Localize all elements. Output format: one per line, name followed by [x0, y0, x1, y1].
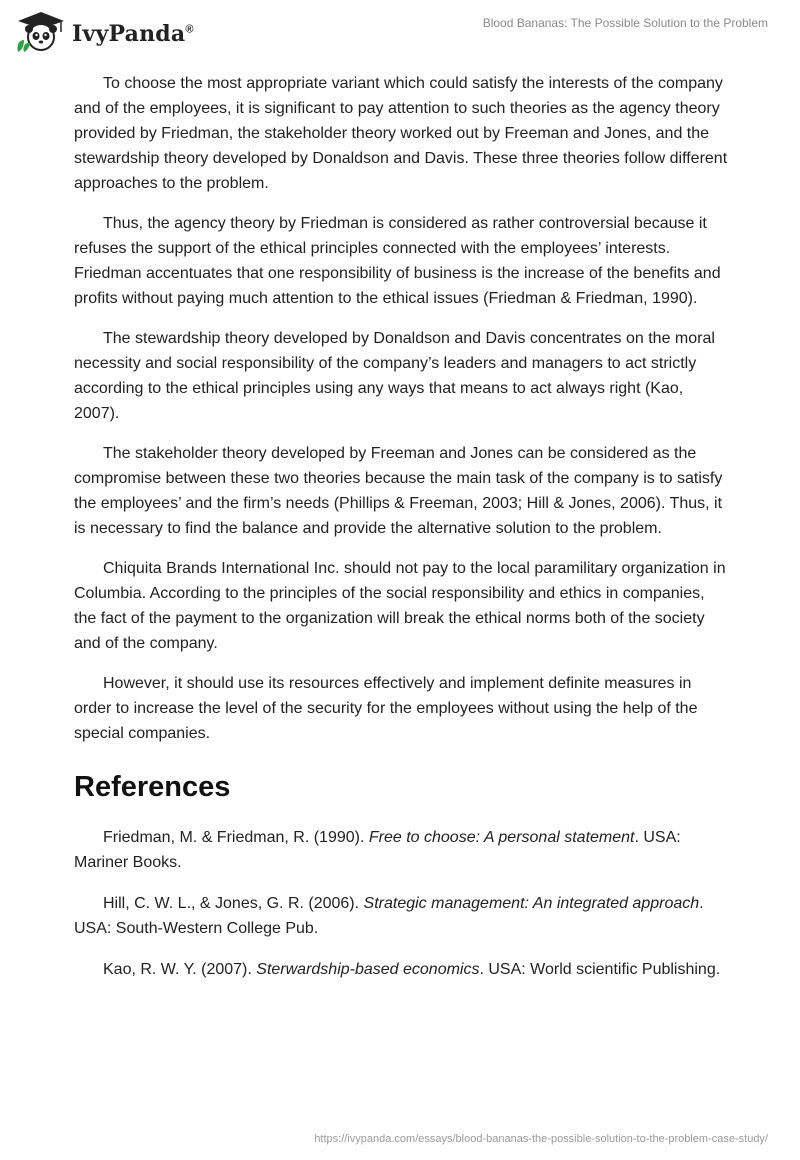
panda-graduate-icon — [14, 10, 68, 54]
reference-title: Free to choose: A personal statement — [368, 829, 635, 846]
page-header — [0, 0, 800, 60]
body-paragraph: Chiquita Brands International Inc. should not pay to the local paramilitary organization in Columbia. According to the principles of the social responsibility and ethics in companies, the fact of the payment to the organization will break the ethical norms both of the society and of the company. — [74, 560, 726, 652]
ivypanda-logo[interactable] — [14, 10, 194, 54]
reference-item: Hill, C. W. L., & Jones, G. R. (2006). Strategic management: An integrated approach. USA: South-Western College Pub. — [74, 895, 704, 937]
body-paragraph: However, it should use its resources effectively and implement definite measures in order to increase the level of the security for the employees without using the help of the special companies. — [74, 675, 698, 742]
body-paragraph: To choose the most appropriate variant which could satisfy the interests of the company and of the employees, it is significant to pay attention to such theories as the agency theory provided by Friedman, the stakeholder theory worked out by Freeman and Jones, and the stewardship theory developed by Donaldson and Davis. These three theories follow different approaches to the problem. — [74, 75, 728, 192]
body-paragraph: Thus, the agency theory by Friedman is considered as rather controversial because it refuses the support of the ethical principles connected with the employees’ interests. Friedman accentuates that one responsibility of business is the increase of the benefits and profits without paying much attention to the ethical issues (Friedman & Friedman, 1990). — [74, 215, 721, 307]
body-paragraph: The stakeholder theory developed by Freeman and Jones can be considered as the compromise between these two theories because the main task of the company is to satisfy the employees’ and the firm’s needs (Phillips & Freeman, 2003; Hill & Jones, 2006). Thus, it is necessary to find the balance and provide the alternative solution to the problem. — [74, 445, 723, 537]
reference-title: Strategic management: An integrated approach — [363, 895, 700, 912]
reference-item: Kao, R. W. Y. (2007). Sterwardship-based economics. USA: World scientific Publishing. — [103, 961, 721, 978]
logo-text: IvyPanda® — [72, 21, 194, 47]
essay-content — [74, 71, 728, 998]
references-heading: References — [74, 771, 231, 803]
reference-title: Sterwardship-based economics — [256, 961, 480, 978]
footer-source-url[interactable]: https://ivypanda.com/essays/blood-bananas-the-possible-solution-to-the-problem-case-study/ — [314, 1133, 768, 1145]
registered-mark: ® — [185, 23, 194, 36]
document-title: Blood Bananas: The Possible Solution to the Problem — [482, 16, 768, 30]
body-paragraph: The stewardship theory developed by Donaldson and Davis concentrates on the moral necessity and social responsibility of the company’s leaders and managers to act strictly according to the ethical principles using any ways that means to act always right (Kao, 2007). — [74, 330, 715, 422]
reference-item: Friedman, M. & Friedman, R. (1990). Free to choose: A personal statement. USA: Mariner Books. — [74, 829, 681, 871]
